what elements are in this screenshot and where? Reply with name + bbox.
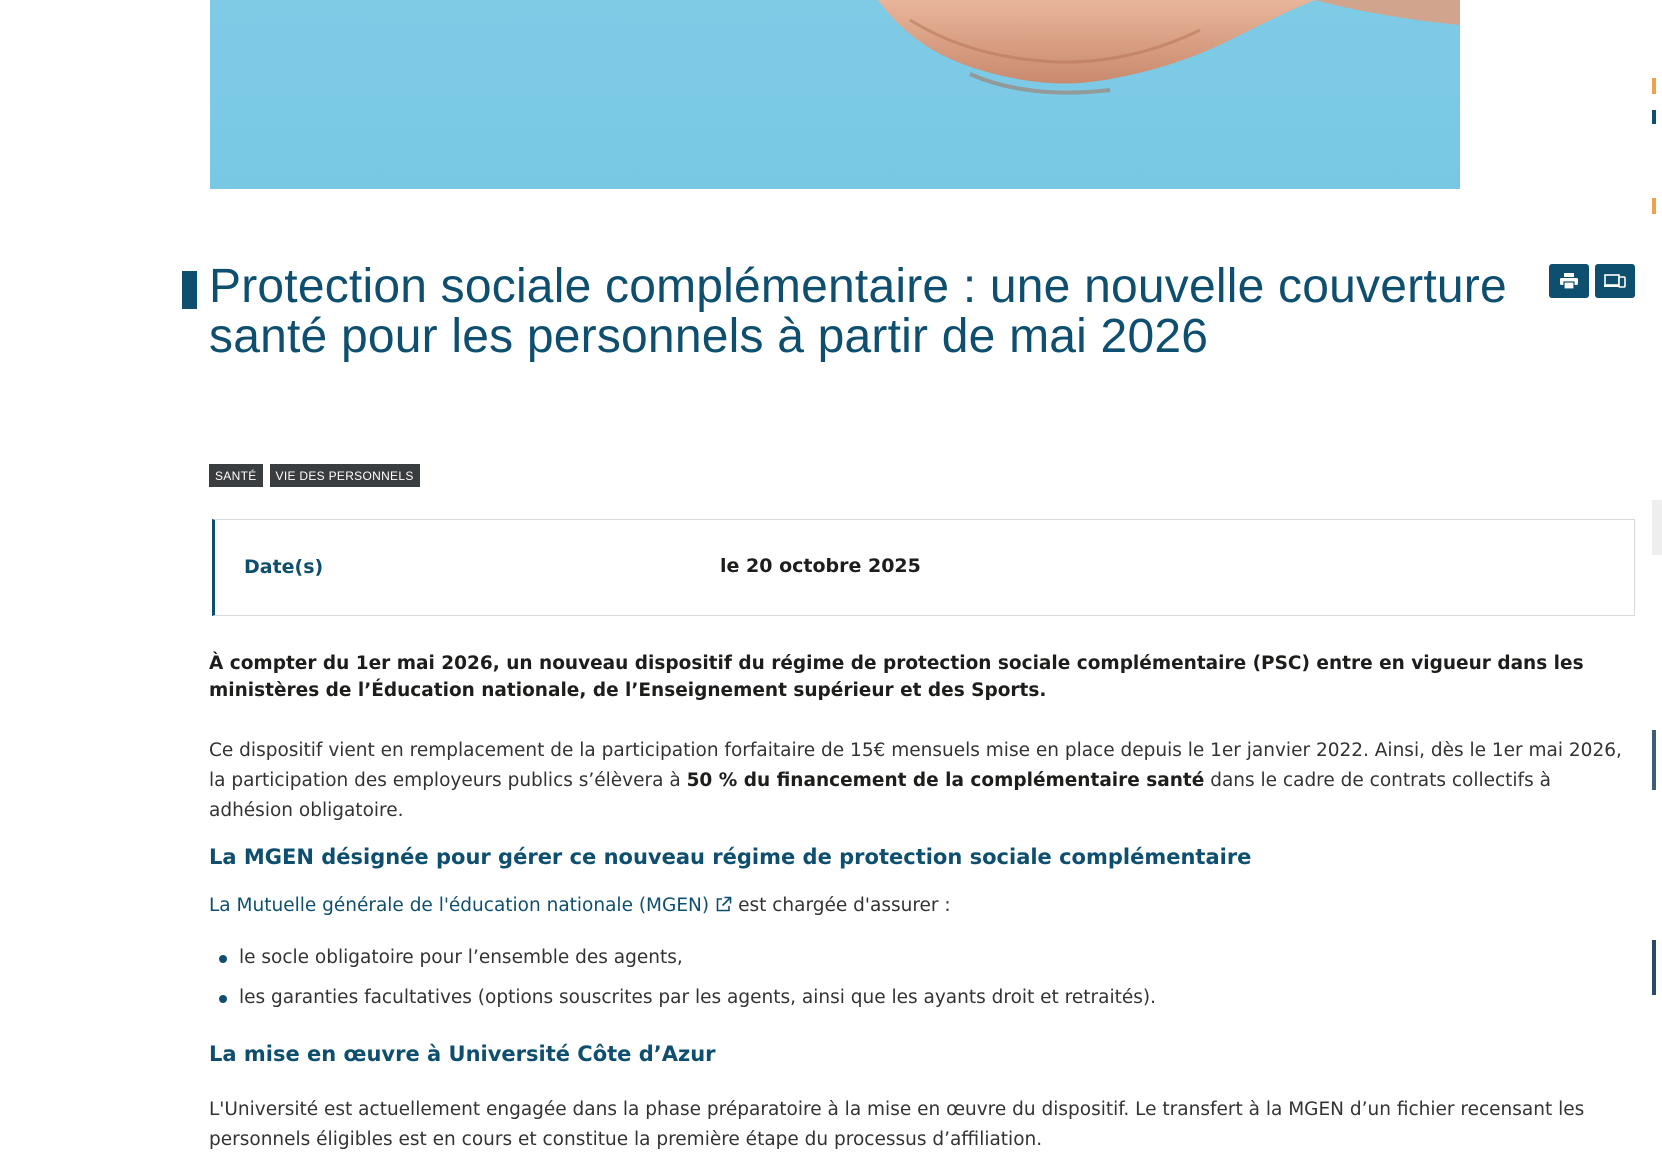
list-item: [209, 943, 1637, 973]
lead-paragraph: À compter du 1er mai 2026, un nouveau dispositif du régime de protection sociale complémentaire (PSC) entre en vigueur dans les ministères de l’Éducation nationale, de l’Enseignement supérieur et des Sports.: [209, 653, 1584, 701]
sidebar-edge: [1652, 0, 1662, 1170]
section-heading-uca: La mise en œuvre à Université Côte d’Azur: [209, 1042, 716, 1066]
paragraph-bold-financing: 50 % du financement de la complémentaire santé: [686, 770, 1205, 791]
dates-label: Date(s): [244, 556, 324, 578]
paragraph-text-before: Ce dispositif vient en remplacement de la participation forfaitaire de 15€ mensuels mise en place depuis le 1er janvier 2022. Ainsi, dès le 1er mai 2026, la participation des employeurs publics s’élèvera à: [209, 740, 1622, 791]
article-tools: [1549, 264, 1635, 298]
article-body: [209, 650, 1637, 1155]
responsive-devices-icon: [1604, 273, 1626, 289]
tag-list: [209, 464, 420, 487]
external-link-icon: [715, 896, 732, 913]
list-item-text: le socle obligatoire pour l’ensemble des agents,: [239, 947, 683, 968]
print-button[interactable]: [1549, 264, 1589, 298]
title-accent-bar: [182, 271, 197, 309]
list-item: [209, 983, 1637, 1013]
hero-image: [210, 0, 1460, 189]
mgen-link[interactable]: La Mutuelle générale de l'éducation nationale (MGEN): [209, 895, 710, 916]
print-icon: [1560, 273, 1578, 289]
display-mode-button[interactable]: [1595, 264, 1635, 298]
paragraph-text-after: dans le cadre de contrats collectifs à adhésion obligatoire.: [209, 770, 1551, 821]
dates-box: [212, 519, 1635, 616]
paragraph-psc-replacement: [209, 736, 1637, 826]
mgen-intro-text: est chargée d'assurer :: [738, 895, 951, 916]
tag-vie-des-personnels[interactable]: VIE DES PERSONNELS: [270, 464, 420, 487]
section-heading-mgen: La MGEN désignée pour gérer ce nouveau régime de protection sociale complémentaire: [209, 845, 1252, 869]
bullet-icon: [219, 995, 227, 1003]
page-title: Protection sociale complémentaire : une nouvelle couverture santé pour les personnels à partir de mai 2026: [209, 260, 1507, 363]
mgen-intro: [209, 891, 1637, 921]
mgen-duties-list: [209, 943, 1637, 1013]
hands-illustration: [210, 0, 1460, 189]
paragraph-uca: L'Université est actuellement engagée dans la phase préparatoire à la mise en œuvre du dispositif. Le transfert à la MGEN d’un fichier recensant les personnels éligibles est en cours et constitue la première étape du processus d’affiliation.: [209, 1099, 1585, 1150]
tag-sante[interactable]: SANTÉ: [209, 464, 263, 487]
dates-value: le 20 octobre 2025: [720, 555, 921, 577]
list-item-text: les garanties facultatives (options souscrites par les agents, ainsi que les ayants droit et retraités).: [239, 987, 1156, 1008]
bullet-icon: [219, 955, 227, 963]
